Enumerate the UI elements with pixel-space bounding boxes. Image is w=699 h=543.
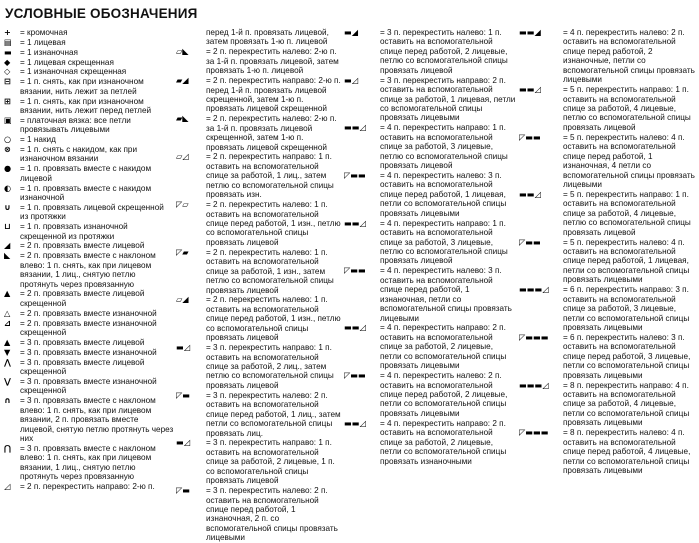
legend-entry [4,67,174,76]
legend-entry-text: = 4 п. перекрестить направо: 2 п. оставить на вспомогательной спице за работой, 2 лицевые, петли со вспомогательной спицы провязать лицевыми [380,323,507,371]
stitch-symbol-icon: ◸▬ [176,389,191,400]
legend-entry [4,48,174,57]
stitch-symbol-icon: ◸▬ [176,485,191,496]
legend-entry-text: = 2 п. перекрестить налево: 2-ю п. за 1-й п. провязать лицевой, затем провязать 1-ю п. лицевой [206,47,339,76]
stitch-symbol-icon: ▰◢ [176,75,189,86]
stitch-symbol-icon: ▼ [4,346,11,357]
legend-entry [4,241,174,250]
legend-entry [176,486,341,543]
legend-entry [519,238,696,285]
legend-entry [4,338,174,347]
legend-entry-text: = 2 п. перекрестить налево: 1 п. оставить на вспомогательной спице перед работой, 1 изн., петлю со вспомогательной спицы провязать лицевой [206,200,341,247]
stitch-symbol-icon: ◸▬▬ [344,370,366,381]
legend-entry-text: = платочная вязка: все петли провязывать лицевыми [20,115,131,135]
legend-entry-text: = 3 п. провязать вместе лицевой скрещенной [20,357,145,377]
stitch-symbol-icon: ▱◢ [176,294,189,305]
stitch-symbol-icon: ○ [4,134,12,145]
legend-entry-text: = 3 п. провязать вместе с наклоном влево: 1 п. снять, как при лицевом вязании, 1 лиц., снятую петлю протянуть через провязанную [20,443,156,482]
legend-entry [344,76,516,123]
legend-entry [4,251,174,289]
legend-entry [4,97,174,116]
stitch-symbol-icon: ◸▬▬ [344,169,366,180]
legend-entry-text: = 3 п. перекрестить налево: 2 п. оставить на вспомогательной спице перед работой, 1 лиц., затем петли со вспомогательной спицы провязать лиц. [206,390,341,438]
legend-entry [344,323,516,370]
legend-entry-text: = 3 п. перекрестить направо: 1 п. оставить на вспомогательной спице за работой, 2 лиц., затем петлю со вспомогательной спицы провязать лицевой [206,343,334,390]
stitch-symbol-icon: ● [4,163,12,174]
legend-entry [519,333,696,380]
stitch-symbol-icon: ◸▬▬ [519,236,541,247]
legend-entry [4,319,174,338]
legend-title: УСЛОВНЫЕ ОБОЗНАЧЕНИЯ [5,6,198,21]
legend-entry [4,444,174,482]
legend-entry [519,381,696,428]
legend-entry [344,219,516,266]
legend-entry [176,152,341,199]
stitch-symbol-icon: ▣ [4,114,12,125]
stitch-symbol-icon: ◿ [4,481,11,492]
stitch-symbol-icon: ⋀ [4,356,11,367]
legend-entry-text: = 4 п. перекрестить направо: 1 п. оставить на вспомогательной спице за работой, 3 лицевые, петлю со вспомогательной спицы провязать лицевой [380,218,508,266]
legend-entry-text: = 4 п. перекрестить направо: 1 п. оставить на вспомогательной спице за работой, 3 лицевые, петлю со вспомогательной спицы провязать лицевой [380,123,508,171]
legend-entry [4,58,174,67]
legend-entry [519,428,696,475]
legend-entry [4,116,174,135]
legend-entry [4,145,174,164]
legend-entry-text: = 2 п. провязать вместе лицевой [20,241,145,251]
legend-entry-text: = 5 п. перекрестить направо: 1 п. оставить на вспомогательной спице за работой, 4 лицевые, петлю со вспомогательной спицы провязать лицевой [563,85,691,132]
stitch-symbol-icon: ▤ [4,36,12,47]
legend-entry-text: = 2 п. перекрестить направо: 1 п. оставить на вспомогательной спице за работой, 1 лиц., затем петлю со вспомогательной спицы провязать изн. [206,152,334,200]
stitch-symbol-icon: ◣ [4,250,11,261]
legend-entry [176,438,341,485]
legend-entry [519,285,696,332]
legend-entry-text: = 4 п. перекрестить налево: 2 п. оставить на вспомогательной спице перед работой, 2 изнаночные, петли со вспомогательной спицы провязать лицевыми [563,28,695,85]
stitch-symbol-icon: ◸▬▬ [344,265,366,276]
legend-entry-text: = 4 п. перекрестить налево: 3 п. оставить на вспомогательной спице перед работой, 1 изнаночная, петли со вспомогательной спицы провязать лицевыми [380,266,512,323]
legend-entry [176,200,341,247]
legend-entry [4,135,174,144]
legend-entry-text: = 8 п. перекрестить налево: 4 п. оставить на вспомогательной спице перед работой, 4 лицевые, петли со вспомогательной спицы провязать лицевыми [563,428,691,475]
stitch-symbol-icon: △ [4,307,11,318]
stitch-symbol-icon: ▲ [4,288,11,299]
legend-entry [176,47,341,75]
legend-entry [176,391,341,438]
legend-entry-text: = 4 п. перекрестить налево: 2 п. оставить на вспомогательной спице перед работой, 2 лицевые, петли со вспомогательной спицы провязать лицевыми [380,371,508,418]
legend-entry [176,28,341,47]
legend-entry-text: = 2 п. провязать вместе лицевой скрещенной [20,289,145,308]
legend-entry-text: = 1 п. провязать вместе с накидом лицевой [20,164,152,183]
stitch-symbol-icon: ⋂ [4,442,11,453]
legend-entry-text: = 1 лицевая скрещенная [20,57,114,67]
legend-entry [344,28,516,75]
stitch-symbol-icon: ◇ [4,66,11,77]
legend-entry [4,38,174,47]
stitch-symbol-icon: ∪ [4,201,11,212]
legend-entry [176,295,341,342]
legend-entry-text: = 2 п. провязать вместе с наклоном влево: 1 п. снять, как при лицевом вязании, 1 лиц., снятую петлю протянуть через провязанную [20,251,156,289]
legend-entry-text: = 1 п. провязать лицевой скрещенной из протяжки [20,202,164,222]
legend-entry-text: = 6 п. перекрестить направо: 3 п. оставить на вспомогательной спице за работой, 3 лицевые, петли со вспомогательной спицы провязать лицевыми [563,285,690,332]
stitch-symbol-icon: ⊗ [4,143,11,154]
stitch-symbol-icon: ▬▬◿ [519,84,541,95]
legend-entry [4,396,174,443]
stitch-symbol-icon: ∩ [4,395,11,406]
legend-entry [344,171,516,218]
legend-entry [344,123,516,170]
legend-entry [4,164,174,183]
legend-entry-text: = 3 п. перекрестить направо: 2 п. оставить на вспомогательной спице за работой, 1 лицевая, петли со вспомогательной спицы провязать лицевыми [380,75,516,123]
legend-entry [4,348,174,357]
legend-entry [519,133,696,190]
stitch-symbol-icon: ◸▰ [176,246,189,257]
legend-entry [4,289,174,308]
stitch-symbol-icon: ▬▬◿ [519,188,541,199]
legend-entry-text: = 1 п. снять, как при изнаночном вязании, нить лежит перед петлей [20,96,152,115]
legend-entry-text: = 1 п. снять с накидом, как при изнаночном вязании [20,144,138,164]
stitch-symbol-icon: ▬◿ [344,74,359,85]
stitch-symbol-icon: ▬ [4,46,12,57]
stitch-symbol-icon: ▬▬◿ [344,122,366,133]
legend-entry [4,184,174,203]
stitch-symbol-icon: ◸▬▬▬ [519,427,549,438]
legend-entry [519,85,696,132]
legend-entry-text: = 8 п. перекрестить направо: 4 п. оставить на вспомогательной спице за работой, 4 лицевые, петли со вспомогательной спицы провязать лицевыми [563,380,690,428]
stitch-symbol-icon: ⊔ [4,221,11,232]
legend-entry [344,371,516,418]
stitch-symbol-icon: + [4,27,11,37]
legend-entry [176,114,341,152]
stitch-symbol-icon: ▱◿ [176,151,189,162]
legend-entry-text: = 4 п. перекрестить налево: 3 п. оставить на вспомогательной спице перед работой, 1 лицевая, петли со вспомогательной спицы провязать лицевыми [380,170,507,218]
legend-entry-text: = 3 п. провязать вместе лицевой [20,337,145,347]
legend-entry [4,28,174,37]
legend-entry [176,76,341,114]
legend-entry [4,377,174,396]
legend-entry-text: перед 1-й п. провязать лицевой, затем провязать 1-ю п. лицевой [206,28,329,47]
legend-entry [4,77,174,96]
stitch-symbol-icon: ▲ [4,336,11,347]
legend-entry-text: = 2 п. перекрестить направо: 2-ю п. [20,482,155,492]
legend-entry-text: = 3 п. провязать вместе изнаночной [20,347,157,357]
legend-columns [0,27,699,543]
legend-entry-text: = 5 п. перекрестить направо: 1 п. оставить на вспомогательной спице за работой, 4 лицевые, петлю со вспомогательной спицы провязать лицевой [563,189,691,237]
stitch-symbol-icon: ▬▬◢ [519,27,541,37]
legend-entry-text: = 3 п. провязать вместе с наклоном влево: 1 п. снять, как при лицевом вязании, 2 п. провязать вместе лицевой, снятую петлю протянуть через них [20,396,174,444]
stitch-symbol-icon: ◐ [4,182,12,193]
legend-entry-text: = 1 п. снять, как при изнаночном вязании, нить лежит за петлей [20,77,144,96]
legend-entry-text: = 5 п. перекрестить налево: 4 п. оставить на вспомогательной спице перед работой, 1 лицевая, петли со вспомогательной спицы провязать лицевыми [563,237,690,285]
legend-entry [344,419,516,466]
legend-entry-text: = 5 п. перекрестить налево: 4 п. оставить на вспомогательной спице перед работой, 1 изнаночная, 4 петли со вспомогательной спицы провязать лицевыми [563,132,695,190]
stitch-symbol-icon: ▱◣ [176,46,189,57]
legend-entry [4,482,174,491]
legend-entry [4,309,174,318]
stitch-symbol-icon: ▬◢ [344,27,359,37]
legend-entry-text: = 2 п. перекрестить налево: 1 п. оставить на вспомогательной спице перед работой, 1 изн., петлю со вспомогательной спицы провязать лицевой [206,295,341,343]
legend-entry [4,358,174,377]
legend-entry-text: = 2 п. перекрестить налево: 1 п. оставить на вспомогательной спице за работой, 1 изн., затем петлю со вспомогательной спицы провязать лицевой [206,247,334,295]
legend-entry-text: = 3 п. перекрестить направо: 1 п. оставить на вспомогательной спице за работой, 2 лицевые, 1 п. со вспомогательной спицы провязать лицевой [206,438,335,486]
legend-entry-text: = 3 п. перекрестить налево: 1 п. оставить на вспомогательной спице перед работой, 2 лицевые, петлю со вспомогательной спицы провязать лицевой [380,28,508,75]
legend-entry-text: = 4 п. перекрестить направо: 2 п. оставить на вспомогательной спице за работой, 2 лицевые, петли со вспомогательной спицы провязать изнаночными [380,418,507,466]
stitch-symbol-icon: ▬◿ [176,437,191,448]
stitch-symbol-icon: ▬▬◿ [344,322,366,333]
stitch-symbol-icon: ▬◿ [176,342,191,353]
legend-column-3 [344,28,516,476]
stitch-symbol-icon: ⋁ [4,375,11,386]
legend-entry [176,248,341,295]
legend-entry-text: = 6 п. перекрестить налево: 3 п. оставить на вспомогательной спице перед работой, 3 лицевые, петли со вспомогательной спицы провязать лицевыми [563,332,691,380]
stitch-symbol-icon: ⊟ [4,76,11,87]
legend-entry-text: = кромочная [20,28,68,37]
legend-entry-text: = 1 п. провязать изнаночной скрещенной из протяжки [20,222,128,241]
stitch-symbol-icon: ▰◣ [176,113,189,124]
legend-entry [344,266,516,323]
legend-column-4 [519,28,696,476]
stitch-symbol-icon: ⊞ [4,95,11,106]
legend-entry-text: = 2 п. провязать вместе изнаночной скрещенной [20,318,157,338]
legend-entry-text: = 1 лицевая [20,37,66,47]
stitch-symbol-icon: ◸▱ [176,199,189,210]
stitch-symbol-icon: ◸▬▬ [519,131,541,142]
legend-entry [176,343,341,390]
legend-entry [4,203,174,222]
legend-entry-text: = 1 изнаночная скрещенная [20,67,127,77]
stitch-symbol-icon: ⊿ [4,317,11,328]
stitch-symbol-icon: ▬▬▬◿ [519,284,549,295]
legend-entry-text: = 2 п. перекрестить налево: 2-ю п. за 1-й п. провязать лицевой скрещенной, затем 1-ю п. провязать лицевой скрещенной [206,114,337,152]
stitch-symbol-icon: ▬▬▬◿ [519,379,549,390]
legend-entry [519,28,696,85]
legend-entry-text: = 1 п. провязать вместе с накидом изнаночной [20,183,152,202]
legend-entry-text: = 2 п. провязать вместе изнаночной [20,308,157,318]
legend-column-1 [4,27,174,492]
legend-entry-text: = 1 накид [20,135,56,145]
legend-entry-text: = 3 п. перекрестить налево: 2 п. оставить на вспомогательной спице перед работой, 1 изнаночная, 2 п. со вспомогательной спицы провязать лицевыми [206,486,338,543]
stitch-symbol-icon: ▬▬◿ [344,217,366,228]
legend-entry-text: = 2 п. перекрестить направо: 2-ю п. перед 1-й п. провязать лицевой скрещенной, затем 1-ю п. провязать лицевой скрещенной [206,76,341,114]
stitch-symbol-icon: ▬▬◿ [344,417,366,428]
stitch-symbol-icon: ◢ [4,240,11,251]
legend-entry-text: = 1 изнаночная [20,47,78,57]
legend-entry-text: = 3 п. провязать вместе изнаночной скрещенной [20,376,157,396]
stitch-symbol-icon: ◸▬▬▬ [519,331,549,342]
stitch-symbol-icon: ◆ [4,56,11,67]
legend-entry [4,222,174,241]
legend-column-2 [176,28,341,543]
legend-entry [519,190,696,237]
